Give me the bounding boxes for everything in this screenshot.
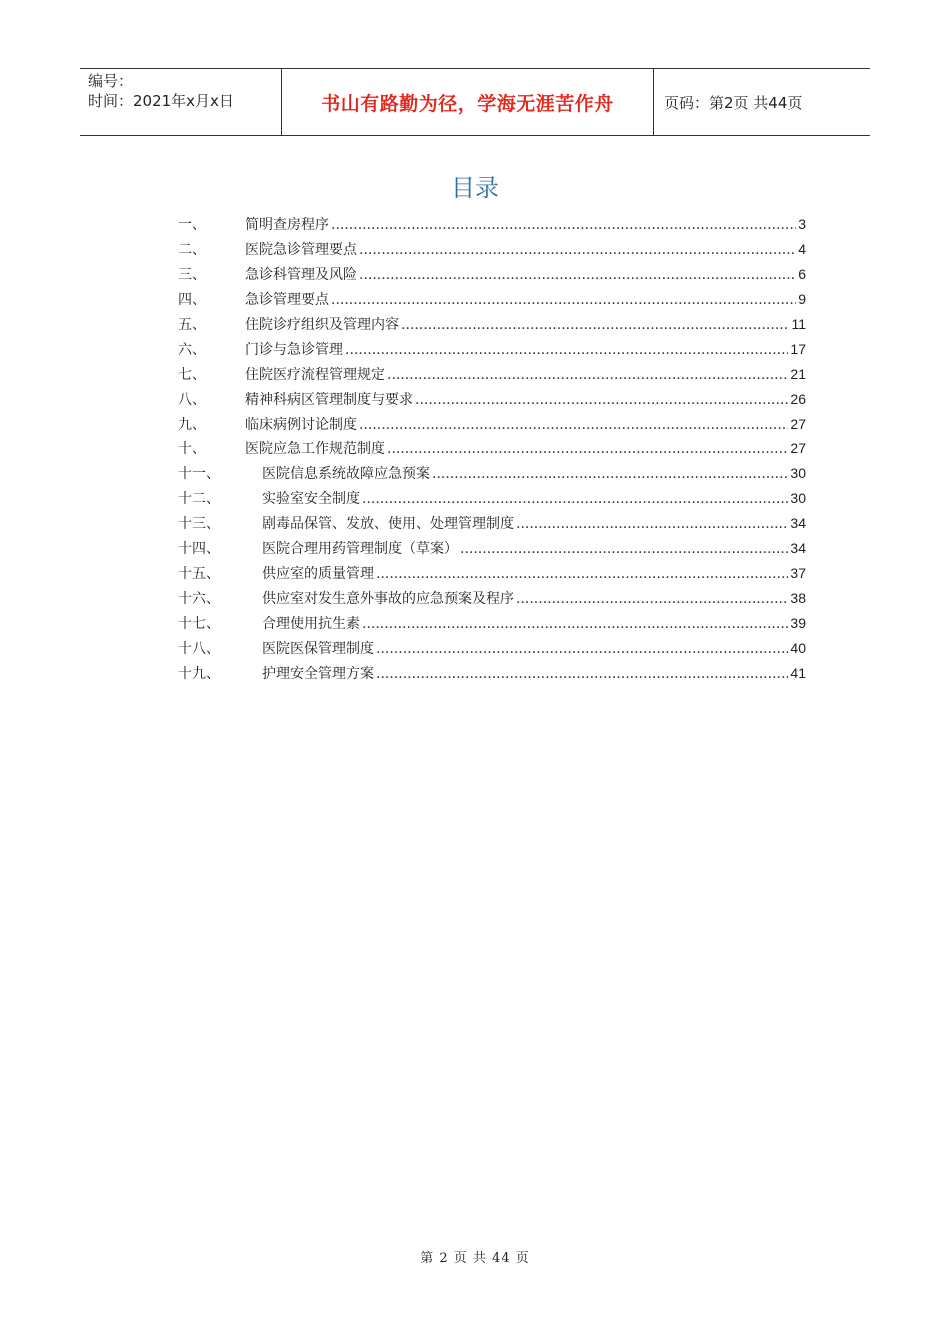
toc-entry-number: 十八、 [178, 640, 220, 657]
toc-entry[interactable] [178, 613, 806, 638]
toc-leader-dots [362, 616, 788, 632]
toc-entry[interactable] [178, 214, 806, 239]
toc-entry-title: 医院应急工作规范制度 [245, 441, 385, 458]
code-label: 编号： [88, 72, 134, 90]
toc-entry-number: 四、 [178, 291, 206, 308]
header-meta [80, 69, 282, 135]
header-motto-cell [282, 69, 654, 135]
toc-entry[interactable] [178, 414, 806, 439]
toc-entry-page: 6 [798, 265, 806, 282]
toc-entry-page: 9 [798, 290, 806, 307]
toc-entry-number: 十一、 [178, 466, 220, 483]
toc-leader-dots [460, 541, 788, 557]
toc-entry-title: 医院医保管理制度 [262, 640, 374, 657]
toc-entry-title: 剧毒品保管、发放、使用、处理管理制度 [262, 516, 514, 533]
toc-entry-number: 八、 [178, 391, 206, 408]
header-page-info-cell [654, 69, 870, 135]
toc-entry-number: 十二、 [178, 491, 220, 508]
toc-entry-page: 41 [790, 664, 806, 681]
toc-entry[interactable] [178, 588, 806, 613]
toc-entry-number: 六、 [178, 341, 206, 358]
toc-entry-page: 37 [790, 565, 806, 582]
toc-entry-title: 急诊管理要点 [245, 291, 329, 308]
toc-entry[interactable] [178, 538, 806, 563]
toc-entry-title: 医院信息系统故障应急预案 [262, 466, 430, 483]
toc-entry-page: 34 [790, 540, 806, 557]
toc-leader-dots [345, 342, 788, 358]
page-footer: 第 2 页 共 44 页 [420, 1251, 530, 1266]
toc-entry[interactable] [178, 339, 806, 364]
toc-entry-page: 27 [790, 415, 806, 432]
toc-entry-page: 34 [790, 515, 806, 532]
toc-entry-title: 精神科病区管理制度与要求 [245, 391, 413, 408]
toc-leader-dots [432, 466, 788, 482]
toc-leader-dots [387, 441, 788, 457]
toc-entry-page: 11 [791, 315, 806, 332]
toc-leader-dots [359, 242, 796, 258]
toc-entry[interactable] [178, 239, 806, 264]
toc-entry-page: 26 [790, 390, 806, 407]
toc-entry-number: 五、 [178, 316, 206, 333]
toc-entry[interactable] [178, 563, 806, 588]
toc-leader-dots [376, 566, 788, 582]
toc-entry-title: 门诊与急诊管理 [245, 341, 343, 358]
toc-entry[interactable] [178, 364, 806, 389]
toc-leader-dots [359, 417, 788, 433]
toc-entry-page: 27 [790, 440, 806, 457]
toc-entry-title: 住院诊疗组织及管理内容 [245, 316, 399, 333]
toc-entry[interactable] [178, 488, 806, 513]
toc-entry-title: 合理使用抗生素 [262, 616, 360, 632]
toc-entry-page: 40 [790, 639, 806, 656]
toc-leader-dots [331, 292, 796, 308]
toc-entry-page: 17 [790, 340, 806, 357]
toc-leader-dots [362, 491, 788, 507]
toc-entry-page: 30 [790, 465, 806, 482]
toc-entry-number: 三、 [178, 266, 206, 283]
toc-leader-dots [401, 317, 789, 333]
toc-leader-dots [359, 267, 796, 283]
toc-entry-title: 医院急诊管理要点 [245, 241, 357, 258]
toc-entry-title: 临床病例讨论制度 [245, 416, 357, 433]
toc-entry-number: 十五、 [178, 566, 220, 583]
toc-entry-title: 医院合理用药管理制度（草案） [262, 541, 458, 558]
motto: 书山有路勤为径，学海无涯苦作舟 [321, 92, 614, 115]
toc-entry[interactable] [178, 663, 806, 688]
toc-entry[interactable] [178, 389, 806, 414]
toc-entry-page: 21 [790, 365, 806, 382]
toc-entry-page: 3 [798, 216, 806, 232]
table-of-contents [178, 214, 806, 688]
toc-entry-page: 39 [790, 615, 806, 631]
toc-entry-title: 住院医疗流程管理规定 [245, 366, 385, 383]
toc-entry[interactable] [178, 513, 806, 538]
toc-entry-number: 七、 [178, 366, 206, 383]
toc-entry-title: 供应室对发生意外事故的应急预案及程序 [262, 591, 514, 608]
toc-leader-dots [516, 516, 788, 532]
toc-entry[interactable] [178, 264, 806, 289]
toc-entry-title: 供应室的质量管理 [262, 566, 374, 583]
toc-entry-page: 4 [798, 240, 806, 257]
toc-entry-number: 二、 [178, 241, 206, 258]
toc-entry[interactable] [178, 638, 806, 663]
toc-entry-number: 十七、 [178, 616, 220, 632]
page-info: 页码：第2页 共44页 [664, 93, 803, 112]
toc-title: 目录 [451, 174, 499, 202]
toc-entry[interactable] [178, 314, 806, 339]
toc-entry-number: 十三、 [178, 516, 220, 533]
toc-entry[interactable] [178, 438, 806, 463]
toc-entry[interactable] [178, 463, 806, 488]
toc-leader-dots [376, 666, 788, 682]
toc-leader-dots [376, 641, 788, 657]
toc-entry-number: 十四、 [178, 541, 220, 558]
toc-entry-number: 十九、 [178, 665, 220, 682]
toc-entry-title: 简明查房程序 [245, 217, 329, 233]
toc-leader-dots [387, 367, 788, 383]
toc-entry-title: 急诊科管理及风险 [245, 266, 357, 283]
toc-entry-page: 30 [790, 490, 806, 507]
toc-leader-dots [516, 591, 788, 607]
toc-entry-title: 护理安全管理方案 [262, 665, 374, 682]
toc-entry-number: 十、 [178, 441, 206, 458]
toc-entry-number: 一、 [178, 217, 206, 233]
toc-leader-dots [331, 217, 796, 233]
toc-entry-number: 九、 [178, 416, 206, 433]
toc-entry-number: 十六、 [178, 591, 220, 608]
toc-entry[interactable] [178, 289, 806, 314]
page-header [80, 68, 870, 136]
toc-leader-dots [415, 392, 788, 408]
toc-entry-title: 实验室安全制度 [262, 491, 360, 508]
toc-entry-page: 38 [790, 590, 806, 607]
time-label: 时间：2021年x月x日 [88, 92, 234, 110]
